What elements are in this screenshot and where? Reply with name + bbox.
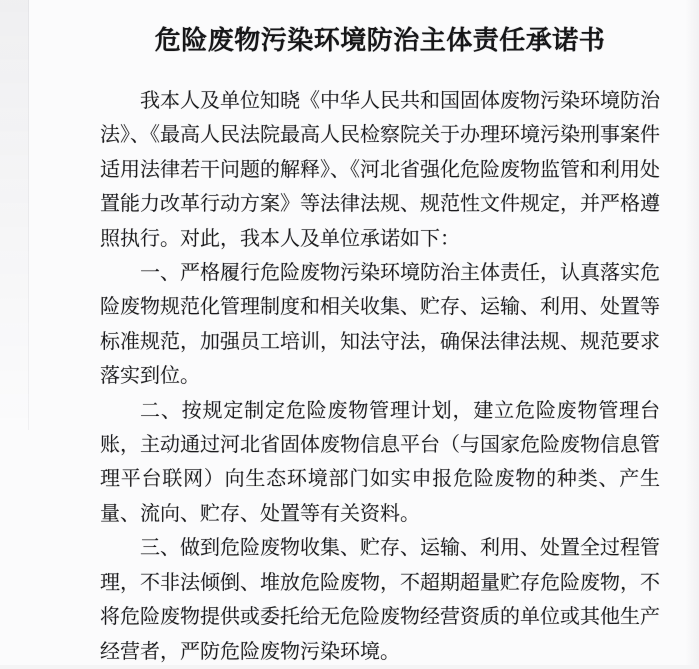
document-paragraph: 我本人及单位知晓《中华人民共和国固体废物污染环境防治法》、《最高人民法院最高人民检察院关于办理环境污染刑事案件适用法律若干问题的解释》、《河北省强化危险废物监管和利用处置能力改革行动方案》等法律法规、规范性文件规定，并严格遵照执行。对此，我本人及单位承诺如下： [100,90,660,250]
scan-shadow-right [685,0,699,665]
document-paragraph: 二、按规定制定危险废物管理计划，建立危险废物管理台账，主动通过河北省固体废物信息平台（与国家危险废物信息管理平台联网）向生态环境部门如实申报危险废物的种类、产生量、流向、贮存、处置等有关资料。 [100,399,660,525]
document-paragraph: 一、严格履行危险废物污染环境防治主体责任，认真落实危险废物规范化管理制度和相关收集、贮存、运输、利用、处置等标准规范，加强员工培训，知法守法，确保法律法规、规范要求落实到位。 [100,262,660,388]
document-title: 危险废物污染环境防治主体责任承诺书 [154,26,606,55]
document-body [100,84,660,669]
document-paragraph: 三、做到危险废物收集、贮存、运输、利用、处置全过程管理，不非法倾倒、堆放危险废物，不超期超量贮存危险废物，不将危险废物提供或委托给无危险废物经营资质的单位或其他生产经营者，严防危险废物污染环境。 [100,537,660,663]
scan-shadow-left [0,0,29,430]
